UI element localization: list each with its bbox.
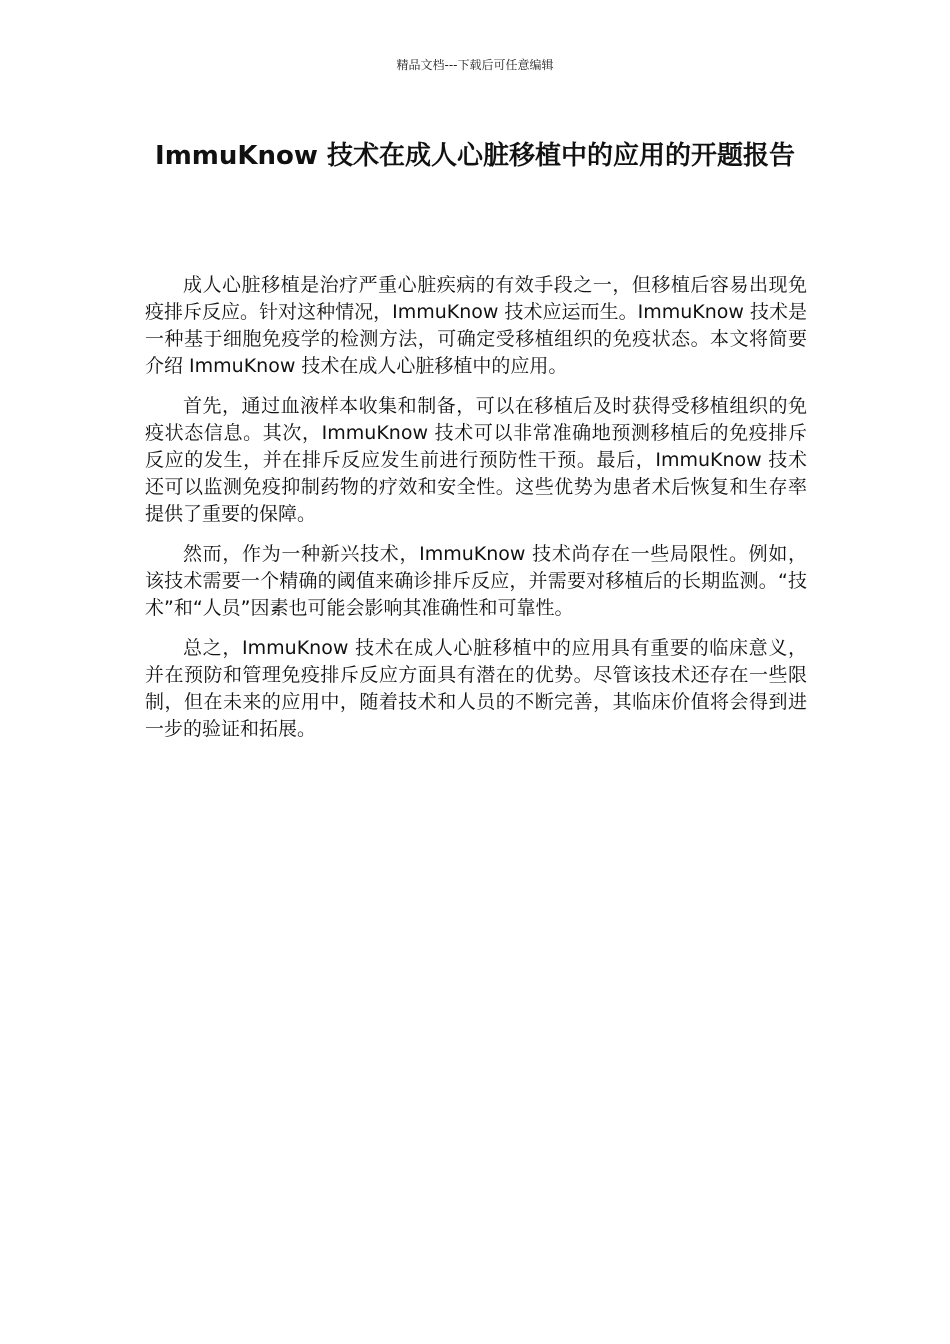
paragraph-conclusion: 总之，ImmuKnow 技术在成人心脏移植中的应用具有重要的临床意义，并在预防和管理免疫排斥反应方面具有潜在的优势。尽管该技术还存在一些限制，但在未来的应用中，随着技术和人员的不断完善，其临床价值将会得到进一步的验证和拓展。 [145,637,807,740]
document-title: ImmuKnow 技术在成人心脏移植中的应用的开题报告 [155,141,795,171]
paragraph-limitations: 然而，作为一种新兴技术，ImmuKnow 技术尚存在一些局限性。例如，该技术需要一个精确的阈值来确诊排斥反应，并需要对移植后的长期监测。“技术”和“人员”因素也可能会影响其准确性和可靠性。 [145,543,807,619]
header-note: 精品文档---下载后可任意编辑 [396,58,554,72]
paragraph-intro: 成人心脏移植是治疗严重心脏疾病的有效手段之一，但移植后容易出现免疫排斥反应。针对这种情况，ImmuKnow 技术应运而生。ImmuKnow 技术是一种基于细胞免疫学的检测方法，可确定受移植组织的免疫状态。本文将简要介绍 ImmuKnow 技术在成人心脏移植中的应用。 [145,274,807,377]
document-body [145,272,807,756]
paragraph-advantages: 首先，通过血液样本收集和制备，可以在移植后及时获得受移植组织的免疫状态信息。其次，ImmuKnow 技术可以非常准确地预测移植后的免疫排斥反应的发生，并在排斥反应发生前进行预防性干预。最后，ImmuKnow 技术还可以监测免疫抑制药物的疗效和安全性。这些优势为患者术后恢复和生存率提供了重要的保障。 [145,395,807,525]
